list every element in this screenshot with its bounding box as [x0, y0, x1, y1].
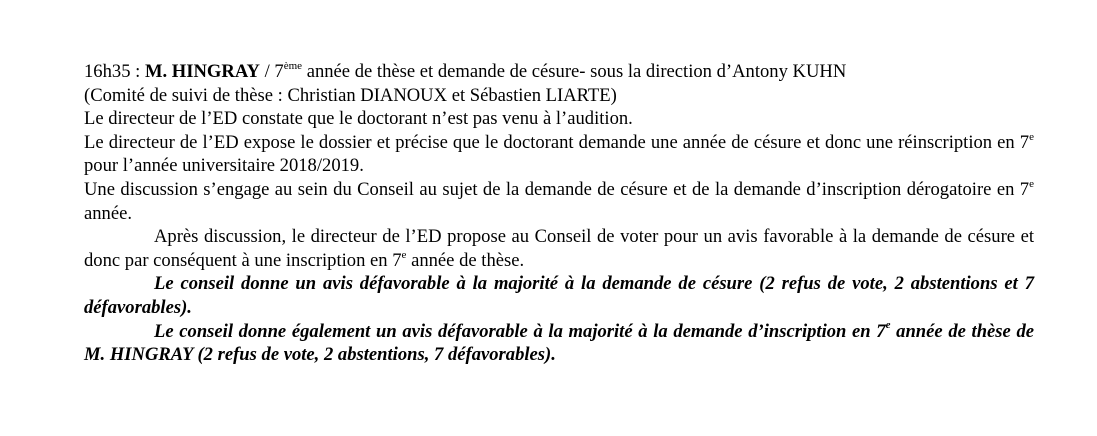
- candidate-name: M. HINGRAY: [144, 61, 260, 82]
- exposition-rest: pour l’année universitaire 2018/2019.: [84, 155, 364, 177]
- proposal-rest: année de thèse.: [406, 249, 525, 271]
- dossier-exposition: [84, 131, 1034, 178]
- exposition-ordinal: e: [1029, 130, 1034, 143]
- decision2-rest: année de thèse de M. HINGRAY (2 refus de vote, 2 abstentions, 7 défavorables).: [84, 320, 1034, 366]
- decision2-text: Le conseil donne également un avis défavorable à la majorité à la demande d’inscription en 7: [154, 320, 886, 342]
- absence-statement: Le directeur de l’ED constate que le doctorant n’est pas venu à l’audition.: [84, 108, 633, 130]
- year-prefix: / 7: [259, 61, 284, 82]
- agenda-item-header: [84, 60, 1034, 84]
- discussion-rest: année.: [84, 202, 133, 224]
- decision-cesure: Le conseil donne un avis défavorable à la majorité à la demande de césure (2 refus de vote, 2 abstentions et 7 défavorables).: [84, 273, 1034, 318]
- discussion-ordinal: e: [1029, 177, 1034, 190]
- exposition-text: Le directeur de l’ED expose le dossier et précise que le doctorant demande une année de césure et donc une réinscription en 7: [84, 131, 1030, 153]
- proposal-ordinal: e: [401, 248, 407, 261]
- minutes-section: [84, 60, 1034, 367]
- agenda-time: 16h35 :: [84, 61, 145, 82]
- decision2-ordinal: e: [885, 319, 891, 332]
- decision-inscription: [84, 320, 1034, 367]
- council-discussion: [84, 178, 1034, 225]
- agenda-subject: année de thèse et demande de césure- sous la direction d’Antony KUHN: [302, 61, 847, 82]
- committee-line: (Comité de suivi de thèse : Christian DIANOUX et Sébastien LIARTE): [84, 84, 617, 106]
- year-ordinal: ème: [283, 59, 303, 72]
- vote-proposal: [84, 225, 1034, 272]
- proposal-text: Après discussion, le directeur de l’ED propose au Conseil de voter pour un avis favorable à la demande de césure et donc par conséquent à une inscription en 7: [84, 226, 1034, 271]
- discussion-text: Une discussion s’engage au sein du Conseil au sujet de la demande de césure et de la demande d’inscription dérogatoire en 7: [84, 178, 1030, 200]
